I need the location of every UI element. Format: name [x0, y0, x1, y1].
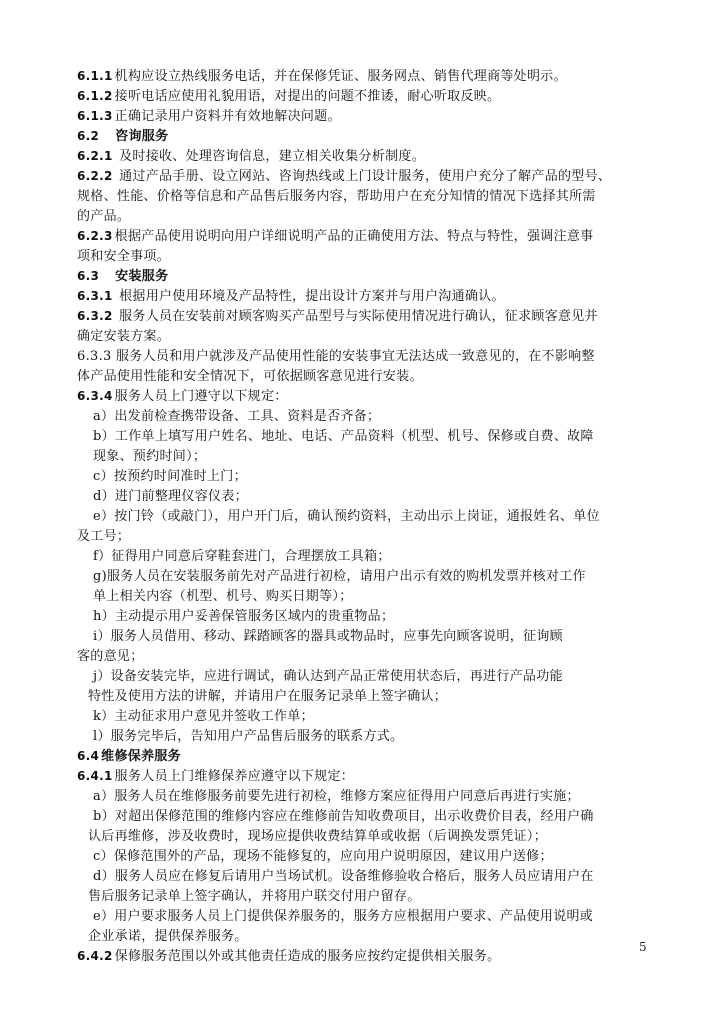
clause-text: 及时接收、处理咨询信息，建立相关收集分析制度。 — [114, 149, 426, 164]
list-item-e — [93, 906, 593, 927]
clause-number: 6.2.3 — [77, 229, 113, 243]
clause-6-3-1 — [77, 286, 505, 307]
list-item-b — [93, 806, 594, 827]
section-number: 6.2 — [77, 129, 100, 143]
section-number: 6.4 — [77, 749, 100, 763]
clause-text: 确定安装方案。 — [77, 329, 171, 344]
list-item-text: a）服务人员在维修服务前要先进行初检，维修方案应征得用户同意后再进行实施； — [93, 789, 580, 804]
list-item-text: 认后再维修，涉及收费时，现场应提供收费结算单或收据（后调换发票凭证）； — [88, 829, 548, 844]
list-item-text: 售后服务记录单上签字确认，并将用户联交付用户留存。 — [88, 889, 421, 904]
section-title: 维修保养服务 — [101, 749, 181, 764]
list-item-e — [93, 506, 600, 527]
list-item-text: c）按预约时间准时上门； — [93, 469, 247, 484]
list-item-k — [93, 706, 314, 727]
text-line — [77, 326, 170, 347]
text-line — [88, 826, 547, 847]
list-item-b — [93, 426, 594, 447]
list-item-h — [93, 606, 394, 627]
text-line — [77, 246, 170, 267]
clause-6-1-3 — [77, 106, 341, 127]
list-item-a — [93, 786, 580, 807]
clause-6-1-1 — [77, 66, 567, 87]
list-item-text: k）主动征求用户意见并签收工作单； — [93, 709, 314, 724]
clause-6-2-1 — [77, 146, 425, 167]
list-item-i — [93, 626, 563, 647]
list-item-text: 企业承诺，提供保养服务。 — [88, 929, 248, 944]
text-line — [77, 186, 596, 207]
list-item-j — [93, 666, 563, 687]
list-item-text: 现象、预约时间）； — [93, 449, 207, 464]
section-heading-6-2 — [77, 126, 168, 147]
list-item-text: i）服务人员借用、移动、踩踏顾客的器具或物品时，应事先向顾客说明，征询顾 — [93, 629, 563, 644]
page-number: 5 — [639, 940, 647, 954]
list-item-l — [93, 726, 403, 747]
list-item-c — [93, 846, 553, 867]
section-number: 6.3 — [77, 269, 100, 283]
clause-number: 6.1.1 — [77, 69, 113, 83]
clause-text: 服务人员上门维修保养应遵守以下规定： — [114, 769, 355, 784]
clause-number: 6.4.2 — [77, 949, 113, 963]
clause-text: 服务人员上门遵守以下规定： — [114, 389, 288, 404]
list-item-text: l）服务完毕后，告知用户产品售后服务的联系方式。 — [93, 729, 404, 744]
list-item-a — [93, 406, 380, 427]
clause-number: 6.2.2 — [77, 169, 113, 183]
clause-number: 6.1.3 — [77, 109, 113, 123]
clause-text: 服务人员在安装前对顾客购买产品型号与实际使用情况进行确认，征求顾客意见并 — [114, 309, 598, 324]
section-title: 咨询服务 — [115, 129, 169, 144]
clause-text: 根据用户使用环境及产品特性，提出设计方案并与用户沟通确认。 — [114, 289, 505, 304]
clause-text: 根据产品使用说明向用户详细说明产品的正确使用方法、特点与特性，强调注意事 — [114, 229, 594, 244]
clause-text: 通过产品手册、设立网站、咨询热线或上门设计服务，使用户充分了解产品的型号、 — [114, 169, 612, 184]
list-item-text: b）工作单上填写用户姓名、地址、电话、产品资料（机型、机号、保修或自费、故障 — [93, 429, 594, 444]
clause-6-1-2 — [77, 86, 500, 107]
text-line — [88, 686, 447, 707]
list-item-c — [93, 466, 247, 487]
text-line — [77, 206, 130, 227]
list-item-f — [93, 546, 391, 567]
list-item-g — [93, 566, 586, 587]
clause-6-3-4 — [77, 386, 288, 407]
clause-text: 接听电话应使用礼貌用语，对提出的问题不推诿，耐心听取反映。 — [114, 89, 501, 104]
text-line — [77, 526, 130, 547]
clause-6-4-2 — [77, 946, 500, 967]
list-item-text: d）进门前整理仪容仪表； — [93, 489, 248, 504]
list-item-text: f）征得用户同意后穿鞋套进门，合理摆放工具箱； — [93, 549, 391, 564]
clause-text: 保修服务范围以外或其他责任造成的服务应按约定提供相关服务。 — [114, 949, 501, 964]
text-line — [88, 886, 421, 907]
section-heading-6-3 — [77, 266, 168, 287]
list-item-text: e）用户要求服务人员上门提供保养服务的，服务方应根据用户要求、产品使用说明或 — [93, 909, 594, 924]
clause-text: 体产品使用性能和安全情况下，可依据顾客意见进行安装。 — [77, 369, 423, 384]
list-item-d — [93, 486, 248, 507]
clause-text: 机构应设立热线服务电话，并在保修凭证、服务网点、销售代理商等处明示。 — [114, 69, 567, 84]
clause-number: 6.2.1 — [77, 149, 113, 163]
list-item-text: d）服务人员应在修复后请用户当场试机。设备维修验收合格后，服务人员应请用户在 — [93, 869, 594, 884]
section-heading-6-4 — [77, 746, 181, 767]
text-line — [93, 446, 206, 467]
clause-6-4-1 — [77, 766, 354, 787]
clause-number: 6.3.4 — [77, 389, 113, 403]
clause-number: 6.4.1 — [77, 769, 113, 783]
list-item-text: g)服务人员在安装服务前先对产品进行初检，请用户出示有效的购机发票并核对工作 — [93, 569, 586, 584]
clause-text: 的产品。 — [77, 209, 131, 224]
text-line — [88, 926, 248, 947]
clause-text: 项和安全事项。 — [77, 249, 171, 264]
list-item-text: 及工号； — [77, 529, 131, 544]
clause-6-2-3 — [77, 226, 593, 247]
text-line — [77, 646, 144, 667]
list-item-text: 客的意见； — [77, 649, 144, 664]
list-item-text: a）出发前检查携带设备、工具、资料是否齐备； — [93, 409, 381, 424]
list-item-text: 单上相关内容（机型、机号、购买日期等）； — [93, 589, 353, 604]
list-item-text: e）按门铃（或敲门），用户开门后，确认预约资料，主动出示上岗证，通报姓名、单位 — [93, 509, 600, 524]
clause-6-2-2 — [77, 166, 611, 187]
clause-text: 规格、性能、价格等信息和产品售后服务内容，帮助用户在充分知情的情况下选择其所需 — [77, 189, 596, 204]
list-item-text: b）对超出保修范围的维修内容应在维修前告知收费项目，出示收费价目表，经用户确 — [93, 809, 594, 824]
clause-text: 6.3.3 服务人员和用户就涉及产品使用性能的安装事宜无法达成一致意见的，在不影响整 — [77, 349, 595, 364]
clause-number: 6.3.2 — [77, 309, 113, 323]
clause-text: 正确记录用户资料并有效地解决问题。 — [114, 109, 341, 124]
clause-6-3-3 — [77, 346, 595, 367]
section-title: 安装服务 — [115, 269, 169, 284]
clause-number: 6.3.1 — [77, 289, 113, 303]
text-line — [77, 366, 423, 387]
list-item-d — [93, 866, 594, 887]
list-item-text: c）保修范围外的产品，现场不能修复的，应向用户说明原因，建议用户送修； — [93, 849, 553, 864]
list-item-text: j）设备安装完毕，应进行调试，确认达到产品正常使用状态后，再进行产品功能 — [93, 669, 563, 684]
clause-number: 6.1.2 — [77, 89, 113, 103]
list-item-text: 特性及使用方法的讲解，并请用户在服务记录单上签字确认； — [88, 689, 448, 704]
text-line — [93, 586, 353, 607]
clause-6-3-2 — [77, 306, 598, 327]
list-item-text: h）主动提示用户妥善保管服务区域内的贵重物品； — [93, 609, 395, 624]
